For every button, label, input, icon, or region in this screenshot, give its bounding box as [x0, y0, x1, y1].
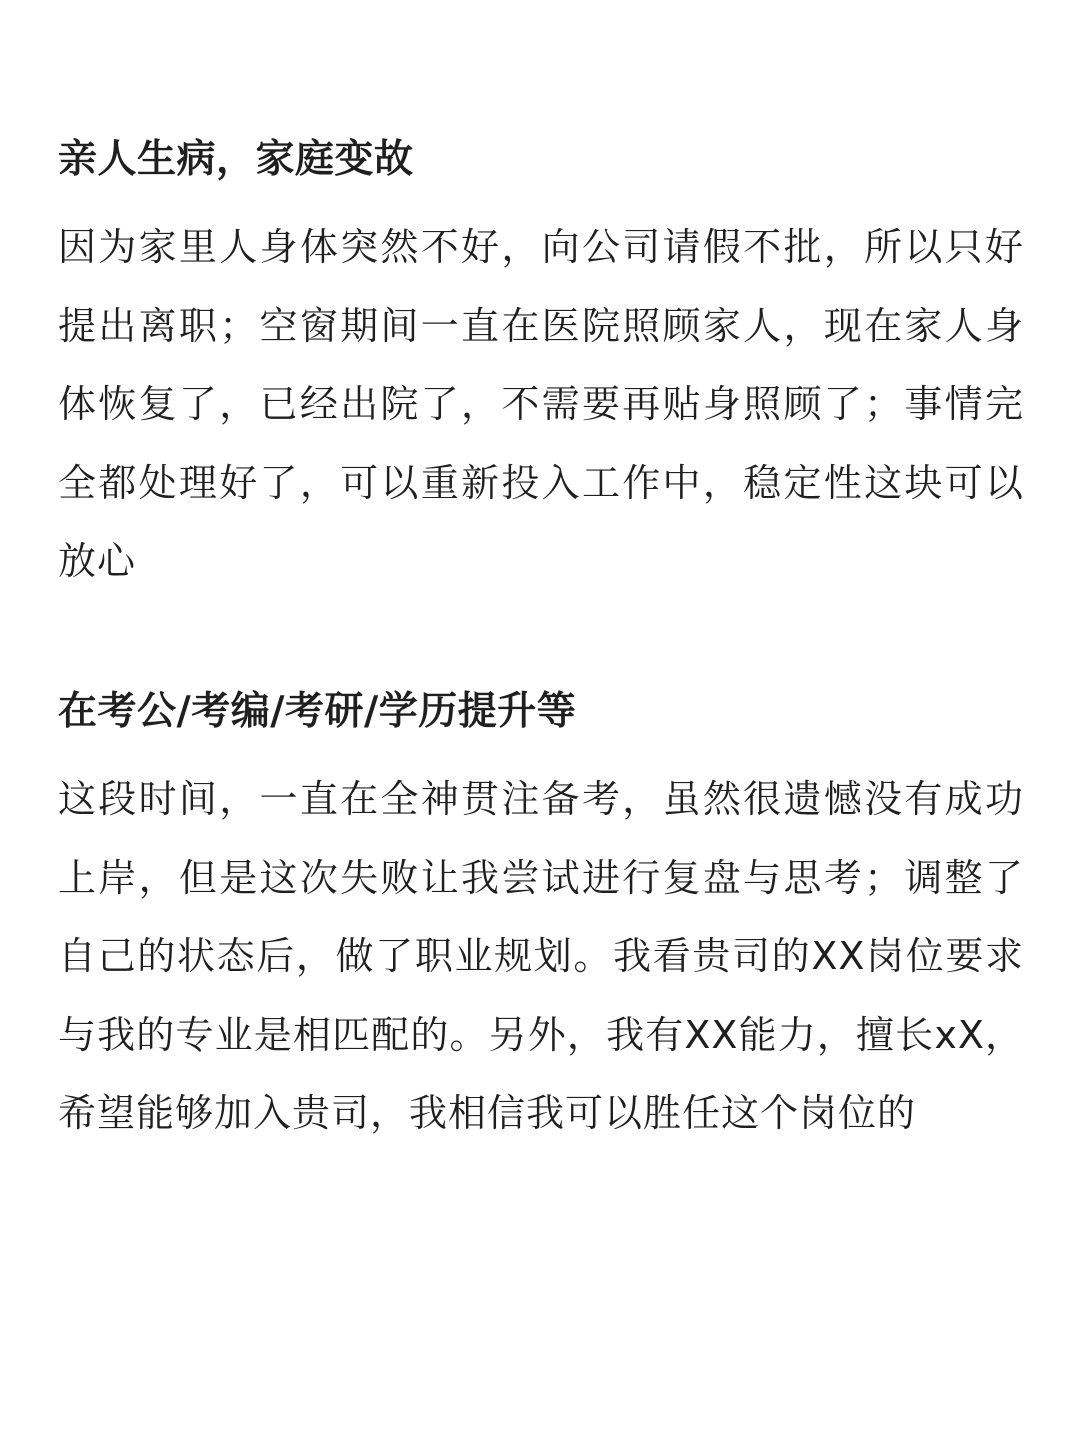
section-exam-preparation: [58, 682, 1024, 1153]
section-heading: 亲人生病，家庭变故: [58, 137, 414, 182]
section-heading: 在考公/考编/考研/学历提升等: [58, 689, 577, 734]
section-body: 因为家里人身体突然不好，向公司请假不批，所以只好提出离职；空窗期间一直在医院照顾家人，现在家人身体恢复了，已经出院了，不需要再贴身照顾了；事情完全都处理好了，可以重新投入工作中，稳定性这块可以放心: [58, 225, 1024, 583]
section-body: 这段时间，一直在全神贯注备考，虽然很遗憾没有成功上岸，但是这次失败让我尝试进行复盘与思考；调整了自己的状态后，做了职业规划。我看贵司的XX岗位要求与我的专业是相匹配的。另外，我有XX能力，擅长xX，希望能够加入贵司，我相信我可以胜任这个岗位的: [58, 777, 1024, 1135]
section-family-illness: [58, 130, 1024, 601]
